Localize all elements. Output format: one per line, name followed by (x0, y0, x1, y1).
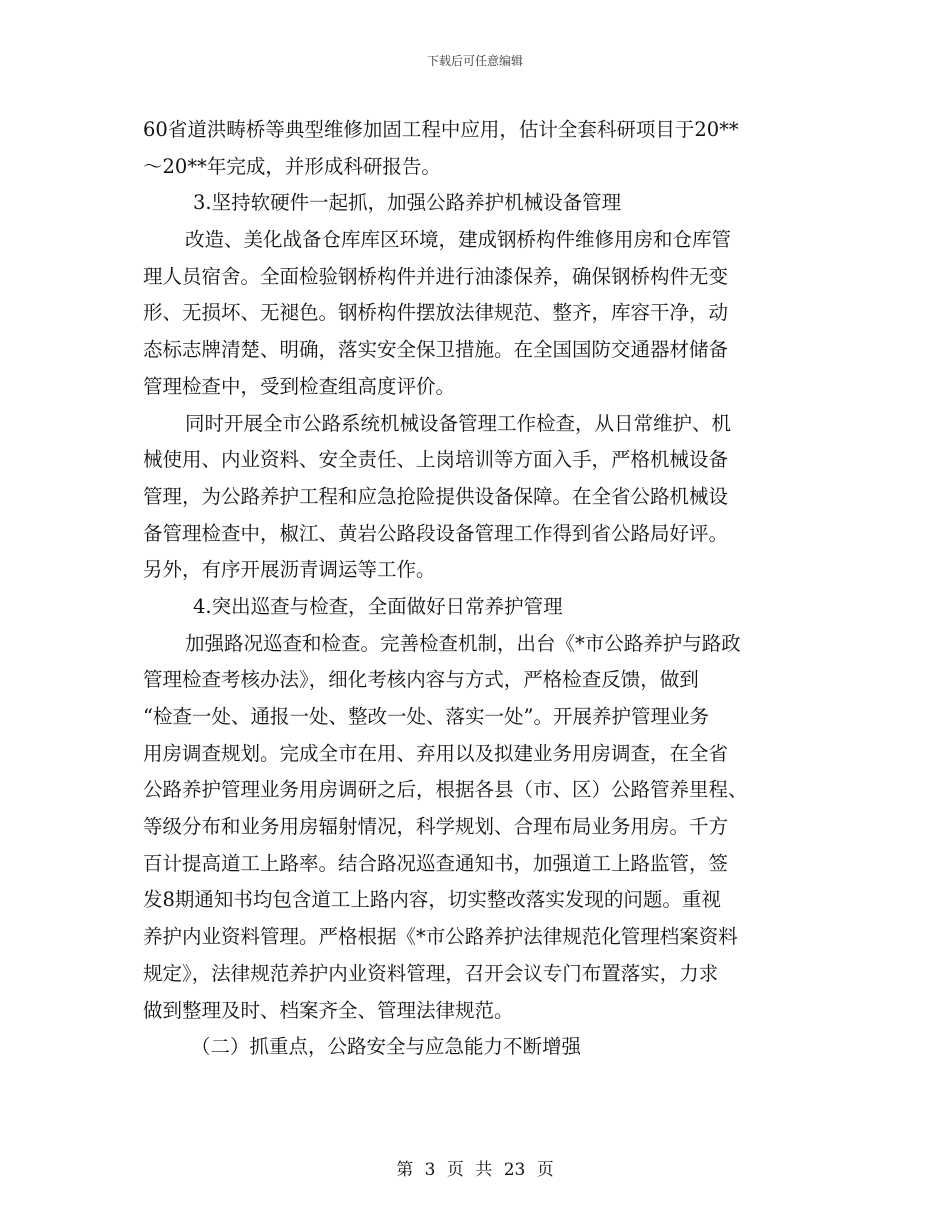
body-line: 理人员宿舍。全面检验钢桥构件并进行油漆保养，确保钢桥构件无变 (143, 264, 729, 288)
body-line: 管理检查中，受到检查组高度评价。 (143, 374, 456, 398)
body-line: 规定》，法律规范养护内业资料管理，召开会议专门布置落实，力求 (143, 961, 719, 985)
section-heading: 4.突出巡查与检查，全面做好日常养护管理 (193, 594, 563, 618)
section-heading: （二）抓重点，公路安全与应急能力不断增强 (191, 1035, 582, 1059)
body-line: ～20**年完成，并形成科研报告。 (143, 154, 441, 178)
body-line: 做到整理及时、档案齐全、管理法律规范。 (143, 998, 514, 1022)
section-heading: 3.坚持软硬件一起抓，加强公路养护机械设备管理 (193, 191, 622, 215)
body-line: 态标志牌清楚、明确，落实安全保卫措施。在全国国防交通器材储备 (143, 338, 729, 362)
paragraph-start: 同时开展全市公路系统机械设备管理工作检查，从日常维护、机 (185, 411, 732, 435)
body-line: 百计提高道工上路率。结合路况巡查通知书，加强道工上路监管，签 (143, 851, 729, 875)
page-number: 第 3 页 共 23 页 (396, 1160, 554, 1180)
body-line: 管理，为公路养护工程和应急抢险提供设备保障。在全省公路机械设 (143, 484, 729, 508)
body-line: 管理检查考核办法》，细化考核内容与方式，严格检查反馈，做到 (143, 668, 699, 692)
paragraph-start: 改造、美化战备仓库库区环境，建成钢桥构件维修用房和仓库管 (185, 228, 732, 252)
body-line: 发8期通知书均包含道工上路内容，切实整改落实发现的问题。重视 (143, 888, 721, 912)
body-line: 另外，有序开展沥青调运等工作。 (143, 558, 436, 582)
page-header-note: 下载后可任意编辑 (426, 54, 523, 68)
body-line: 等级分布和业务用房辐射情况，科学规划、合理布局业务用房。千方 (143, 815, 729, 839)
body-line: 公路养护管理业务用房调研之后，根据各县（市、区）公路管养里程、 (143, 778, 748, 802)
paragraph-start: 加强路况巡查和检查。完善检查机制，出台《*市公路养护与路政 (185, 631, 741, 655)
body-line: 用房调查规划。完成全市在用、弃用以及拟建业务用房调查，在全省 (143, 741, 729, 765)
document-body (143, 112, 815, 1066)
body-line: 械使用、内业资料、安全责任、上岗培训等方面入手，严格机械设备 (143, 448, 729, 472)
body-line: 60省道洪畴桥等典型维修加固工程中应用，估计全套科研项目于20** (143, 118, 739, 141)
body-line: 形、无损坏、无褪色。钢桥构件摆放法律规范、整齐，库容干净，动 (143, 301, 729, 325)
body-line: “检查一处、通报一处、整改一处、落实一处”。开展养护管理业务 (143, 705, 709, 728)
body-line: 养护内业资料管理。严格根据《*市公路养护法律规范化管理档案资料 (143, 925, 738, 949)
body-line: 备管理检查中，椒江、黄岩公路段设备管理工作得到省公路局好评。 (143, 521, 729, 545)
